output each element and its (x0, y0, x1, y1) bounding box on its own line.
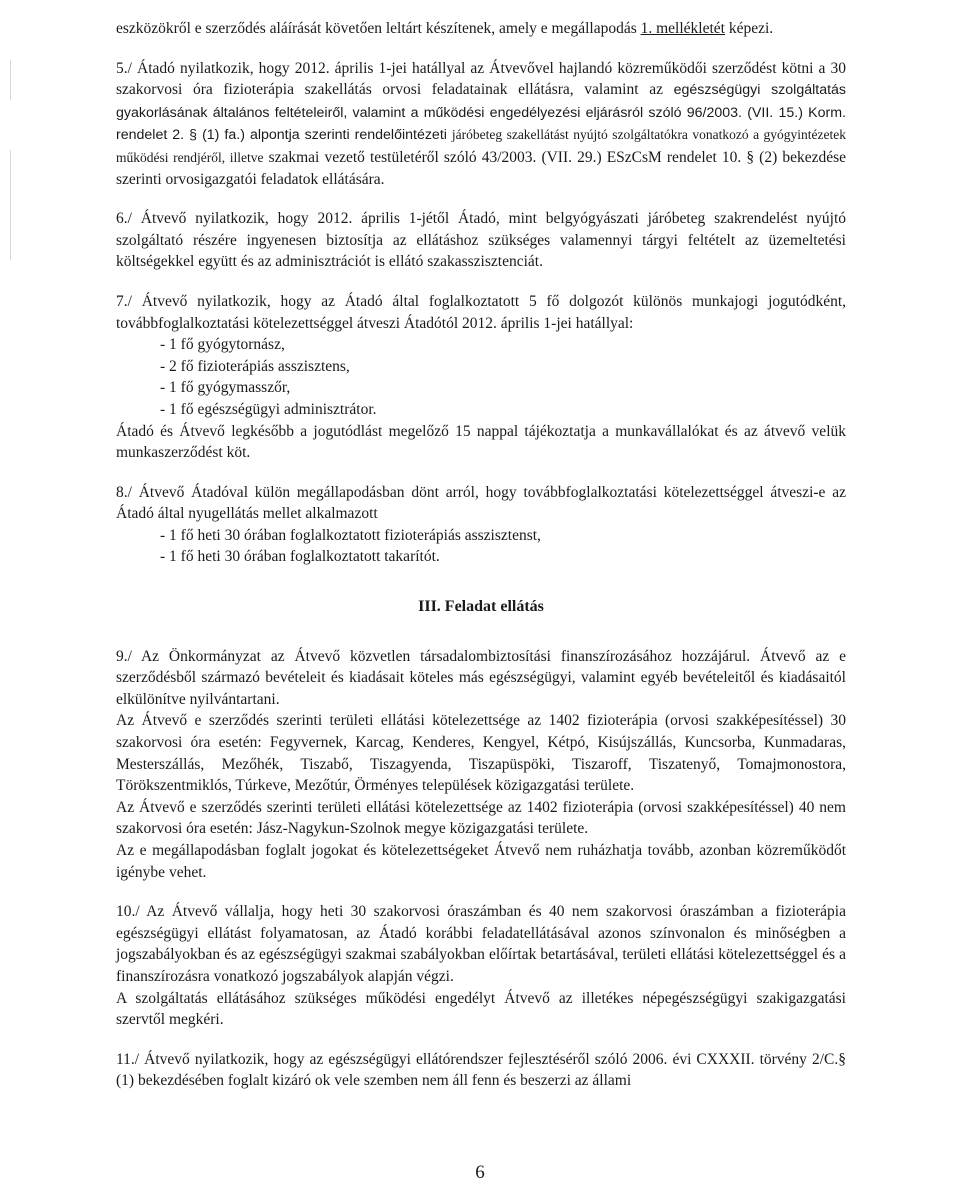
list-item: - 1 fő gyógytornász, (160, 336, 285, 354)
paragraph-9-d: Az e megállapodásban foglalt jogokat és kötelezettségeket Átvevő nem ruházhatja tovább, azonban közreműködőt igénybe vehet. (116, 842, 846, 881)
paragraph-7: 7./ Átvevő nyilatkozik, hogy az Átadó által foglalkoztatott 5 fő dolgozót különös munkajogi jogutódként, továbbfoglalkoztatási kötelezettséggel átveszi Átadótól 2012. április 1-jei hatállyal: (116, 292, 846, 332)
paragraph-8: 8./ Átvevő Átadóval külön megállapodásban dönt arról, hogy továbbfoglalkoztatási kötelezettséggel átveszi-e az Átadó által nyugellátás mellet alkalmazott (116, 483, 846, 523)
scan-margin-mark (10, 60, 11, 100)
document-page (116, 18, 846, 1092)
paragraph-5-text-c: járóbeteg szakellátást nyújtó szolgáltatókra vonatkozó a gyógyintézetek működési rendjéről, illetve (116, 127, 846, 165)
paragraph-5 (116, 58, 846, 191)
paragraph-5-text-b: egészségügyi szolgáltatás gyakorlásának általános feltételeiről, valamint a működési engedélyezési eljárásról szóló 96/2003. (VII. 15.) Korm. rendelet 2. § (1) fa.) alpontja szerinti rendelőintézeti (116, 82, 847, 144)
scan-margin-mark (10, 150, 11, 260)
paragraph-8-list (116, 525, 846, 568)
list-item: - 1 fő egészségügyi adminisztrátor. (160, 400, 377, 418)
paragraph-7-list (116, 334, 846, 420)
paragraph-6: 6./ Átvevő nyilatkozik, hogy 2012. április 1-jétől Átadó, mint belgyógyászati járóbeteg szakrendelést nyújtó szolgáltató részére ingyenesen biztosítja az ellátáshoz szükséges valamennyi tárgyi feltételt az üzemeltetési költségekkel együtt és az adminisztrációt is ellátó szakasszisztenciát. (116, 210, 846, 271)
paragraph-10-b: A szolgáltatás ellátásához szükséges működési engedélyt Átvevő az illetékes népegészségügyi szakigazgatási szervtől megkéri. (116, 989, 846, 1029)
list-item: - 1 fő heti 30 órában foglalkoztatott fizioterápiás asszisztenst, (160, 526, 541, 544)
attachment-reference: 1. mellékletét (640, 20, 725, 37)
paragraph-5-text-a: 5./ Átadó nyilatkozik, hogy 2012. április 1-jei hatállyal az Átvevővel hajlandó közreműködői szerződést kötni a 30 szakorvosi óra fizioterápia szakellátás orvosi feladatainak ellátásra, valamint az (116, 59, 846, 99)
list-item: - 2 fő fizioterápiás asszisztens, (160, 357, 350, 375)
section-title: III. Feladat ellátás (418, 598, 544, 616)
paragraph-9-a: 9./ Az Önkormányzat az Átvevő közvetlen társadalombiztosítási finanszírozásához hozzájárul. Átvevő az e szerződésből származó bevételeit és kiadásait köteles más egészségügyi, valamint egyéb bevételeitől és kiadásaitól elkülönítve nyilvántartani. (116, 647, 846, 708)
list-item: - 1 fő heti 30 órában foglalkoztatott takarítót. (160, 548, 440, 566)
intro-text: eszközökről e szerződés aláírását követően leltárt készítenek, amely e megállapodás (116, 20, 637, 37)
paragraph-10-a: 10./ Az Átvevő vállalja, hogy heti 30 szakorvosi óraszámban és 40 nem szakorvosi óraszámban a fizioterápia egészségügyi ellátást folyamatosan, az Átadó korábbi feladatellátásával azonos színvonalon és minőségben a jogszabályokban és az egészségügyi szakmai szabályokban előírtak betartásával, területi ellátási kötelezettséggel és a finanszírozásra vonatkozó jogszabályok alapján végzi. (116, 903, 846, 985)
intro-paragraph (116, 18, 846, 40)
intro-text-end: képezi. (728, 20, 774, 37)
paragraph-5-text-d: szakmai vezető testületéről szóló 43/2003. (VII. 29.) ESzCsM rendelet 10. § (2) bekezdése szerinti orvosigazgatói feladatok ellátására. (116, 148, 846, 188)
paragraph-9-b: Az Átvevő e szerződés szerinti területi ellátási kötelezettsége az 1402 fizioterápia (orvosi szakképesítéssel) 30 szakorvosi óra esetén: Fegyvernek, Karcag, Kenderes, Kengyel, Kétpó, Kisújszállás, Kuncsorba, Kunmadaras, Mesterszállás, Mezőhék, Tiszabő, Tiszagyenda, Tiszapüspöki, Tiszaroff, Tiszatenyő, Tomajmonostora, Törökszentmiklós, Túrkeve, Mezőtúr, Örményes települések közigazgatási területe. (116, 712, 846, 795)
paragraph-11: 11./ Átvevő nyilatkozik, hogy az egészségügyi ellátórendszer fejlesztéséről szóló 2006. évi CXXXII. törvény 2/C.§ (1) bekezdésében foglalt kizáró ok vele szemben nem áll fenn és beszerzi az állami (116, 1050, 846, 1090)
paragraph-9-c: Az Átvevő e szerződés szerinti területi ellátási kötelezettsége az 1402 fizioterápia (orvosi szakképesítéssel) 40 nem szakorvosi óra esetén: Jász-Nagykun-Szolnok megye közigazgatási területe. (116, 798, 846, 838)
page-number: 6 (475, 1162, 485, 1183)
list-item: - 1 fő gyógymasszőr, (160, 379, 291, 397)
paragraph-7-end: Átadó és Átvevő legkésőbb a jogutódlást megelőző 15 nappal tájékoztatja a munkavállalókat és az átvevő velük munkaszerződést köt. (116, 422, 846, 462)
